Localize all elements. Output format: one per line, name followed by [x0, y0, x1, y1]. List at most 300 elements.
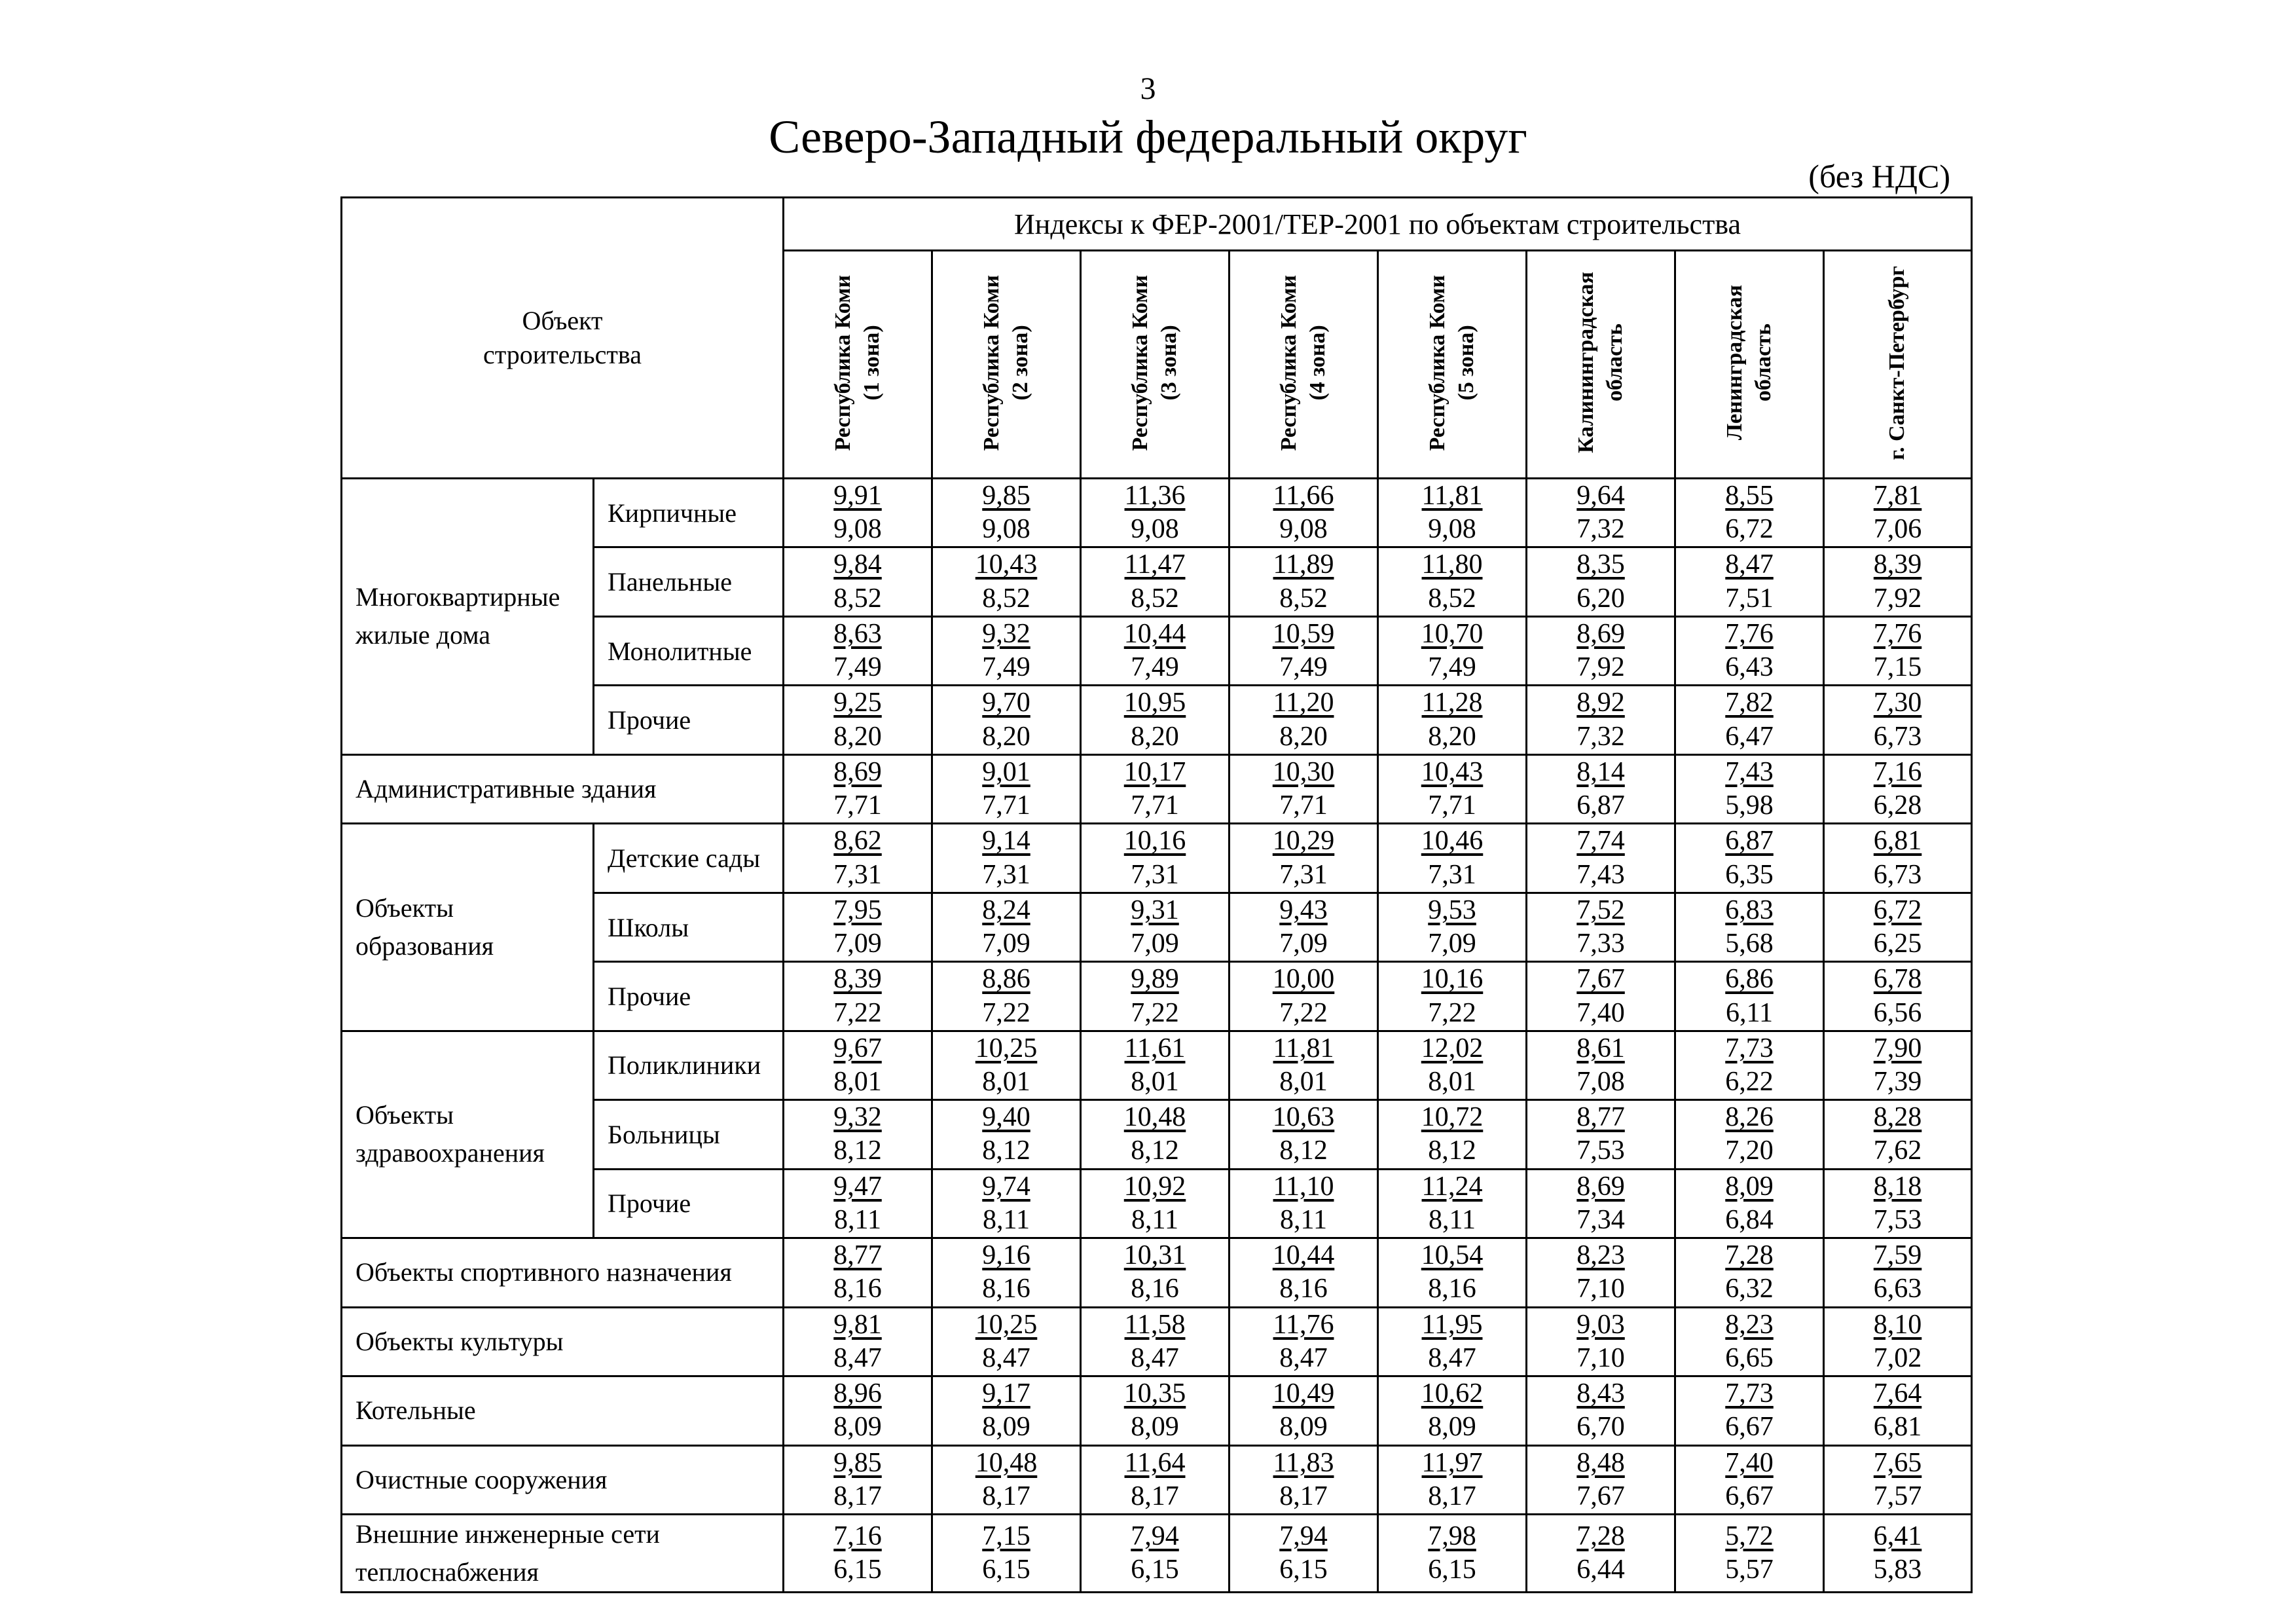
index-value-top: 10,00	[1272, 964, 1335, 995]
index-value-top: 8,28	[1873, 1102, 1922, 1133]
indices-table	[340, 196, 1973, 1593]
index-cell	[1081, 893, 1230, 961]
index-value-bottom: 6,35	[1725, 859, 1774, 890]
index-value-bottom: 8,16	[1131, 1274, 1179, 1304]
index-cell	[1675, 616, 1824, 685]
index-value-top: 10,44	[1272, 1240, 1335, 1271]
index-value-bottom: 5,83	[1873, 1555, 1922, 1585]
index-value-top: 10,16	[1421, 964, 1484, 995]
index-cell	[1230, 1169, 1378, 1238]
index-value-top: 7,73	[1725, 1033, 1774, 1063]
index-value-top: 9,32	[833, 1102, 882, 1133]
index-cell	[1378, 1307, 1527, 1376]
index-value-bottom: 8,17	[1428, 1481, 1476, 1511]
category-label: Многоквартирные жилые дома	[342, 479, 594, 755]
index-value-top: 7,52	[1576, 895, 1625, 925]
region-label: Республика Коми (1 зона)	[830, 274, 884, 451]
index-cell	[1081, 1445, 1230, 1514]
index-cell	[932, 616, 1081, 685]
index-value-top: 12,02	[1421, 1033, 1484, 1063]
index-cell	[784, 616, 932, 685]
index-cell	[1675, 479, 1824, 547]
index-value-bottom: 6,11	[1726, 997, 1773, 1028]
index-cell	[1378, 1238, 1527, 1307]
index-value-bottom: 8,47	[1428, 1342, 1476, 1373]
index-value-bottom: 9,08	[1428, 514, 1476, 545]
subcategory-label: Детские сады	[594, 824, 784, 893]
index-cell	[1081, 1307, 1230, 1376]
index-cell	[1675, 1169, 1824, 1238]
index-value-bottom: 8,17	[982, 1481, 1030, 1511]
index-value-top: 9,85	[982, 481, 1030, 511]
index-value-bottom: 8,17	[1131, 1481, 1179, 1511]
index-value-top: 8,47	[1725, 549, 1774, 580]
index-value-bottom: 7,43	[1576, 859, 1625, 890]
index-value-bottom: 8,01	[1428, 1066, 1476, 1097]
index-value-bottom: 7,39	[1873, 1066, 1922, 1097]
category-label: Административные здания	[342, 754, 784, 823]
index-cell	[1527, 962, 1675, 1031]
index-value-top: 7,64	[1873, 1378, 1922, 1409]
index-cell	[1675, 824, 1824, 893]
index-cell	[932, 1307, 1081, 1376]
index-cell	[1230, 1307, 1378, 1376]
index-cell	[1378, 962, 1527, 1031]
index-value-top: 10,43	[1421, 756, 1484, 787]
index-cell	[1527, 754, 1675, 823]
subcategory-label: Прочие	[594, 686, 784, 754]
index-value-top: 11,61	[1124, 1033, 1186, 1063]
index-value-bottom: 6,67	[1725, 1481, 1774, 1511]
index-value-bottom: 7,49	[1428, 652, 1476, 683]
index-value-top: 9,47	[833, 1171, 882, 1202]
region-label: Республика Коми (4 зона)	[1276, 274, 1330, 451]
subcategory-label: Прочие	[594, 1169, 784, 1238]
index-value-bottom: 8,52	[1131, 583, 1179, 614]
index-cell	[1378, 479, 1527, 547]
object-header	[342, 198, 784, 479]
index-value-bottom: 8,11	[1429, 1204, 1476, 1235]
index-value-top: 10,25	[975, 1309, 1038, 1340]
index-value-bottom: 6,63	[1873, 1274, 1922, 1304]
index-cell	[1675, 1238, 1824, 1307]
index-cell	[1824, 893, 1972, 961]
index-value-bottom: 8,47	[833, 1342, 882, 1373]
index-value-top: 6,72	[1873, 895, 1922, 925]
index-value-bottom: 6,15	[1131, 1555, 1179, 1585]
index-value-top: 7,76	[1873, 618, 1922, 649]
index-value-top: 11,81	[1421, 481, 1483, 511]
index-value-top: 11,36	[1124, 481, 1186, 511]
index-value-top: 10,95	[1123, 688, 1186, 718]
index-value-top: 10,70	[1421, 618, 1484, 649]
index-cell	[1675, 1031, 1824, 1099]
region-header	[1675, 251, 1824, 479]
index-value-bottom: 6,65	[1725, 1342, 1774, 1373]
index-value-top: 10,59	[1272, 618, 1335, 649]
index-value-bottom: 8,01	[1131, 1066, 1179, 1097]
index-value-top: 7,73	[1725, 1378, 1774, 1409]
index-cell	[784, 824, 932, 893]
index-value-top: 10,30	[1272, 756, 1335, 787]
index-value-top: 7,28	[1576, 1521, 1625, 1551]
index-value-bottom: 8,12	[1131, 1135, 1179, 1166]
index-value-bottom: 8,52	[1428, 583, 1476, 614]
index-value-top: 11,24	[1421, 1171, 1483, 1202]
index-cell	[784, 1515, 932, 1593]
table-row	[342, 479, 1972, 547]
index-value-bottom: 6,70	[1576, 1412, 1625, 1443]
index-value-bottom: 7,22	[833, 997, 882, 1028]
index-value-top: 7,15	[982, 1521, 1030, 1551]
index-value-top: 8,96	[833, 1378, 882, 1409]
index-value-top: 9,17	[982, 1378, 1030, 1409]
index-value-top: 10,92	[1123, 1171, 1186, 1202]
index-value-bottom: 6,15	[1428, 1555, 1476, 1585]
index-value-top: 8,69	[1576, 1171, 1625, 1202]
region-header	[784, 251, 932, 479]
index-cell	[932, 1238, 1081, 1307]
index-value-top: 8,09	[1725, 1171, 1774, 1202]
index-value-bottom: 8,47	[1131, 1342, 1179, 1373]
index-cell	[784, 1031, 932, 1099]
region-label: Ленинградская область	[1722, 285, 1776, 441]
index-value-bottom: 8,16	[1279, 1274, 1328, 1304]
category-label: Объекты здравоохранения	[342, 1031, 594, 1238]
region-label: Калининградская область	[1573, 272, 1628, 454]
index-value-bottom: 8,01	[833, 1066, 882, 1097]
index-cell	[1378, 893, 1527, 961]
index-value-top: 7,43	[1725, 756, 1774, 787]
index-value-top: 10,31	[1123, 1240, 1186, 1271]
index-value-bottom: 7,57	[1873, 1481, 1922, 1511]
index-cell	[1230, 1238, 1378, 1307]
index-value-top: 7,95	[833, 895, 882, 925]
category-label: Котельные	[342, 1376, 784, 1445]
index-cell	[1081, 1515, 1230, 1593]
index-value-bottom: 8,20	[1279, 721, 1328, 752]
index-value-bottom: 8,01	[1279, 1066, 1328, 1097]
index-cell	[1675, 1445, 1824, 1514]
index-value-top: 7,82	[1725, 688, 1774, 718]
index-value-top: 7,65	[1873, 1447, 1922, 1478]
index-value-bottom: 7,32	[1576, 514, 1625, 545]
index-value-top: 7,59	[1873, 1240, 1922, 1271]
index-cell	[1081, 754, 1230, 823]
index-value-bottom: 8,09	[1428, 1412, 1476, 1443]
index-cell	[932, 893, 1081, 961]
index-value-bottom: 8,01	[982, 1066, 1030, 1097]
index-cell	[1081, 686, 1230, 754]
index-value-top: 9,03	[1576, 1309, 1625, 1340]
index-value-bottom: 8,20	[1428, 721, 1476, 752]
region-label: Республика Коми (2 зона)	[979, 274, 1033, 451]
index-value-bottom: 8,16	[1428, 1274, 1476, 1304]
subcategory-label: Прочие	[594, 962, 784, 1031]
index-cell	[1824, 1515, 1972, 1593]
index-value-top: 7,94	[1131, 1521, 1179, 1551]
index-value-bottom: 7,49	[982, 652, 1030, 683]
index-cell	[1824, 1169, 1972, 1238]
index-value-top: 7,16	[1873, 756, 1922, 787]
index-value-top: 9,32	[982, 618, 1030, 649]
index-cell	[1527, 1169, 1675, 1238]
index-value-top: 9,74	[982, 1171, 1030, 1202]
index-cell	[932, 1376, 1081, 1445]
index-value-top: 10,72	[1421, 1102, 1484, 1133]
index-value-bottom: 8,52	[833, 583, 882, 614]
index-cell	[1527, 547, 1675, 616]
indices-header: Индексы к ФЕР-2001/ТЕР-2001 по объектам строительства	[784, 198, 1972, 251]
index-value-top: 8,62	[833, 826, 882, 857]
index-value-bottom: 6,73	[1873, 859, 1922, 890]
index-value-top: 10,48	[975, 1447, 1038, 1478]
index-value-top: 11,20	[1273, 688, 1334, 718]
index-value-top: 9,64	[1576, 481, 1625, 511]
index-cell	[932, 1445, 1081, 1514]
page-title: Северо-Западный федеральный округ	[769, 111, 1527, 163]
category-label: Очистные сооружения	[342, 1445, 784, 1514]
index-value-top: 8,24	[982, 895, 1030, 925]
index-cell	[1378, 686, 1527, 754]
category-label: Объекты образования	[342, 824, 594, 1031]
index-value-top: 7,16	[833, 1521, 882, 1551]
index-cell	[784, 1307, 932, 1376]
category-label: Внешние инженерные сети теплоснабжения	[342, 1515, 784, 1593]
index-value-top: 10,62	[1421, 1378, 1484, 1409]
index-value-top: 9,31	[1131, 895, 1179, 925]
index-cell	[1527, 1445, 1675, 1514]
index-cell	[1824, 1100, 1972, 1169]
index-cell	[1081, 616, 1230, 685]
table-row	[342, 1307, 1972, 1376]
index-value-top: 7,90	[1873, 1033, 1922, 1063]
index-value-top: 10,44	[1123, 618, 1186, 649]
table-row	[342, 824, 1972, 893]
index-cell	[784, 547, 932, 616]
index-cell	[932, 1031, 1081, 1099]
category-label: Объекты культуры	[342, 1307, 784, 1376]
index-value-bottom: 7,67	[1576, 1481, 1625, 1511]
index-value-top: 8,14	[1576, 756, 1625, 787]
region-label: Республика Коми (5 зона)	[1425, 274, 1479, 451]
index-cell	[1824, 479, 1972, 547]
index-value-bottom: 7,22	[982, 997, 1030, 1028]
index-value-top: 7,98	[1428, 1521, 1476, 1551]
index-value-top: 11,89	[1273, 549, 1334, 580]
index-value-top: 11,97	[1421, 1447, 1483, 1478]
index-value-bottom: 6,43	[1725, 652, 1774, 683]
index-cell	[1675, 1307, 1824, 1376]
index-value-bottom: 6,87	[1576, 790, 1625, 821]
index-cell	[1675, 547, 1824, 616]
index-value-bottom: 8,52	[982, 583, 1030, 614]
index-value-top: 6,87	[1725, 826, 1774, 857]
index-cell	[1230, 1376, 1378, 1445]
index-value-bottom: 7,31	[1279, 859, 1328, 890]
index-value-bottom: 8,11	[983, 1204, 1030, 1235]
index-value-bottom: 7,92	[1873, 583, 1922, 614]
index-value-bottom: 7,53	[1873, 1204, 1922, 1235]
index-cell	[932, 547, 1081, 616]
index-value-top: 8,92	[1576, 688, 1625, 718]
subcategory-label: Школы	[594, 893, 784, 961]
index-value-bottom: 5,98	[1725, 790, 1774, 821]
index-value-bottom: 7,10	[1576, 1274, 1625, 1304]
index-cell	[1230, 1515, 1378, 1593]
index-cell	[932, 962, 1081, 1031]
index-value-bottom: 7,49	[1131, 652, 1179, 683]
index-value-top: 11,66	[1273, 481, 1334, 511]
index-value-bottom: 8,12	[833, 1135, 882, 1166]
index-cell	[1230, 893, 1378, 961]
page-number: 3	[1140, 71, 1156, 106]
index-value-top: 9,67	[833, 1033, 882, 1063]
index-cell	[1824, 754, 1972, 823]
index-cell	[1378, 1445, 1527, 1514]
index-value-bottom: 5,57	[1725, 1555, 1774, 1585]
index-value-top: 9,53	[1428, 895, 1476, 925]
index-cell	[1527, 1238, 1675, 1307]
index-cell	[1824, 1445, 1972, 1514]
index-value-top: 6,86	[1725, 964, 1774, 995]
index-value-top: 11,10	[1273, 1171, 1334, 1202]
index-value-bottom: 8,16	[833, 1274, 882, 1304]
index-cell	[1081, 1169, 1230, 1238]
index-value-bottom: 8,17	[833, 1481, 882, 1511]
index-cell	[1527, 893, 1675, 961]
index-value-top: 10,25	[975, 1033, 1038, 1063]
index-value-bottom: 6,15	[982, 1555, 1030, 1585]
index-value-top: 9,89	[1131, 964, 1179, 995]
index-cell	[1527, 1100, 1675, 1169]
table-row	[342, 1515, 1972, 1593]
index-cell	[1824, 547, 1972, 616]
index-cell	[1378, 1515, 1527, 1593]
index-value-bottom: 7,20	[1725, 1135, 1774, 1166]
index-cell	[1378, 616, 1527, 685]
index-value-bottom: 8,20	[1131, 721, 1179, 752]
subcategory-label: Поликлиники	[594, 1031, 784, 1099]
index-cell	[1081, 1376, 1230, 1445]
index-value-bottom: 7,92	[1576, 652, 1625, 683]
index-value-bottom: 8,52	[1279, 583, 1328, 614]
index-cell	[1527, 1307, 1675, 1376]
index-value-bottom: 9,08	[982, 514, 1030, 545]
index-cell	[1230, 962, 1378, 1031]
index-value-top: 8,39	[1873, 549, 1922, 580]
index-value-top: 8,23	[1725, 1309, 1774, 1340]
index-value-bottom: 7,71	[833, 790, 882, 821]
index-value-top: 7,94	[1279, 1521, 1328, 1551]
index-cell	[1527, 1376, 1675, 1445]
index-value-bottom: 7,31	[982, 859, 1030, 890]
index-cell	[1230, 1031, 1378, 1099]
table-row	[342, 1376, 1972, 1445]
index-value-bottom: 6,32	[1725, 1274, 1774, 1304]
index-value-top: 7,74	[1576, 826, 1625, 857]
subcategory-label: Кирпичные	[594, 479, 784, 547]
index-value-top: 11,64	[1124, 1447, 1186, 1478]
index-value-top: 8,63	[833, 618, 882, 649]
index-cell	[1081, 1031, 1230, 1099]
index-value-top: 7,81	[1873, 481, 1922, 511]
index-cell	[1081, 547, 1230, 616]
index-value-bottom: 7,10	[1576, 1342, 1625, 1373]
index-value-bottom: 6,56	[1873, 997, 1922, 1028]
index-value-top: 8,26	[1725, 1102, 1774, 1133]
index-value-top: 8,77	[833, 1240, 882, 1271]
index-value-bottom: 6,15	[1279, 1555, 1328, 1585]
index-value-bottom: 9,08	[1279, 514, 1328, 545]
index-value-top: 8,10	[1873, 1309, 1922, 1340]
index-value-bottom: 8,11	[834, 1204, 881, 1235]
index-value-bottom: 7,09	[1279, 929, 1328, 959]
index-value-top: 10,29	[1272, 826, 1335, 857]
index-value-bottom: 7,49	[1279, 652, 1328, 683]
category-label: Объекты спортивного назначения	[342, 1238, 784, 1307]
index-value-bottom: 6,72	[1725, 514, 1774, 545]
index-cell	[1230, 1100, 1378, 1169]
index-value-bottom: 7,32	[1576, 721, 1625, 752]
index-cell	[932, 824, 1081, 893]
region-header	[1230, 251, 1378, 479]
index-value-bottom: 7,71	[1279, 790, 1328, 821]
index-value-bottom: 8,12	[982, 1135, 1030, 1166]
index-value-bottom: 7,22	[1279, 997, 1328, 1028]
index-cell	[784, 1100, 932, 1169]
index-value-bottom: 7,34	[1576, 1204, 1625, 1235]
index-value-top: 10,17	[1123, 756, 1186, 787]
index-value-bottom: 6,67	[1725, 1412, 1774, 1443]
index-cell	[1081, 479, 1230, 547]
index-value-top: 10,16	[1123, 826, 1186, 857]
index-value-bottom: 7,31	[1131, 859, 1179, 890]
index-value-bottom: 5,68	[1725, 929, 1774, 959]
index-value-top: 9,01	[982, 756, 1030, 787]
index-value-top: 8,35	[1576, 549, 1625, 580]
index-value-top: 10,49	[1272, 1378, 1335, 1409]
index-value-top: 7,40	[1725, 1447, 1774, 1478]
index-cell	[1675, 1100, 1824, 1169]
index-cell	[1378, 547, 1527, 616]
index-cell	[1824, 1307, 1972, 1376]
index-value-bottom: 7,09	[1131, 929, 1179, 959]
region-label: Республика Коми (3 зона)	[1127, 274, 1182, 451]
index-value-top: 10,35	[1123, 1378, 1186, 1409]
index-value-bottom: 7,62	[1873, 1135, 1922, 1166]
index-cell	[784, 893, 932, 961]
index-value-bottom: 6,44	[1576, 1555, 1625, 1585]
index-cell	[932, 686, 1081, 754]
index-value-bottom: 8,12	[1428, 1135, 1476, 1166]
index-value-bottom: 8,12	[1279, 1135, 1328, 1166]
index-value-top: 10,46	[1421, 826, 1484, 857]
index-value-bottom: 7,22	[1131, 997, 1179, 1028]
index-value-bottom: 8,09	[1131, 1412, 1179, 1443]
index-cell	[784, 1238, 932, 1307]
index-cell	[1527, 686, 1675, 754]
index-value-bottom: 7,53	[1576, 1135, 1625, 1166]
index-cell	[784, 686, 932, 754]
index-value-top: 6,78	[1873, 964, 1922, 995]
index-cell	[784, 1169, 932, 1238]
index-value-bottom: 8,11	[1280, 1204, 1327, 1235]
index-cell	[1824, 1031, 1972, 1099]
index-value-top: 8,55	[1725, 481, 1774, 511]
index-value-top: 8,61	[1576, 1033, 1625, 1063]
index-value-bottom: 7,09	[982, 929, 1030, 959]
